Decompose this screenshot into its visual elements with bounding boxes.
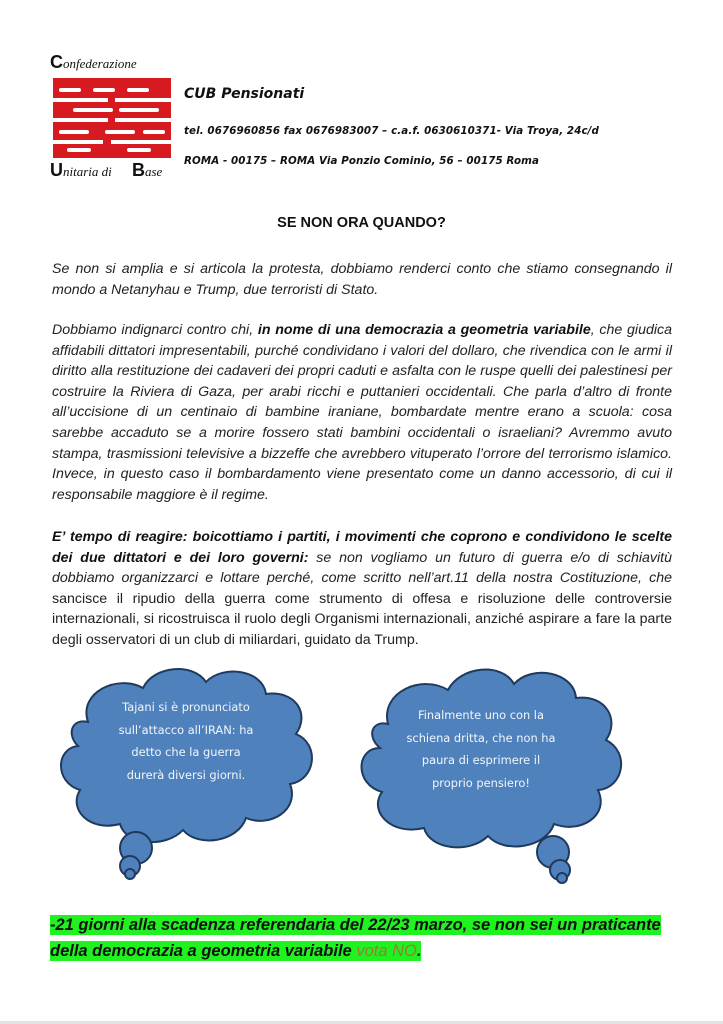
- logo-bottom-cap-u: U: [50, 160, 63, 180]
- logo-stripe: [53, 118, 108, 122]
- org-name: CUB Pensionati: [184, 86, 305, 102]
- cloud-1-text: Tajani si è pronunciato sull’attacco all’IRAN: ha detto che la guerra durerà diversi giorni.: [118, 700, 254, 782]
- logo-stripe: [115, 98, 171, 102]
- paragraph-3-rest: sancisce il ripudio della guerra come strumento di offesa e risoluzione delle controversie internazionali, si ricostruisca il ruolo degli Organismi internazionali, anziché aspirare a fare la parte degli osservatori di un club di miliardari, guidato da Trump.: [52, 590, 672, 648]
- referendum-text: -21 giorni alla scadenza referendaria del 22/23 marzo, se non sei un praticante della democrazia a geometria variabile: [50, 916, 661, 960]
- address-line-1: tel. 0676960856 fax 0676983007 – c.a.f. 0630610371- Via Troya, 24c/d: [184, 125, 599, 137]
- vote-no-text: vota NO: [356, 942, 417, 960]
- paragraph-2: [52, 320, 672, 505]
- logo-stripe: [53, 98, 108, 102]
- logo-stripe: [53, 140, 103, 144]
- paragraph-2-bold: in nome di una democrazia a geometria variabile: [257, 322, 591, 338]
- logo-stripe: [127, 88, 149, 92]
- logo-stripe: [115, 118, 171, 122]
- paragraph-3-bold: E’ tempo di reagire: boicottiamo i partiti, i movimenti che coprono e condividono le scelte dei due dittatori e dei loro governi:: [52, 529, 672, 566]
- logo-stripe: [93, 88, 115, 92]
- paragraph-2-rest: , che giudica affidabili dittatori impresentabili, purché condividano i valori del dollaro, che rivendica con le armi il diritto alla restituzione dei cadaveri dei propri caduti e asfalta con le ruspe quelli dei palestinesi per costruire la Riviera di Gaza, per arabi ricchi e puttanieri occidentali. Che parla d’altro di fronte all’uccisione di un centinaio di bambine iraniane, bombardate mentre erano a scuola: cosa sarebbe accaduto se a morire fossero stati bambini occidentali o israeliani? Avremmo avuto stampa, trasmissioni televisive a bizzeffe che avrebbero vituperato l’orrore del terrorismo islamico. Invece, in questo caso il bombardamento viene presentato come un danno accessorio, di cui il responsabile maggiore è il regime.: [52, 322, 672, 503]
- paragraph-2-start: Dobbiamo indignarci contro chi,: [52, 322, 258, 338]
- paragraph-3: [52, 527, 672, 651]
- referendum-note: [50, 912, 680, 964]
- logo-stripe: [119, 108, 159, 112]
- logo-stripe: [105, 130, 135, 134]
- thought-cloud-2: [348, 652, 638, 892]
- logo-top-word: [50, 52, 137, 73]
- cloud-2-text: Finalmente uno con la schiena dritta, che non ha paura di esprimere il proprio pensiero!: [406, 708, 556, 790]
- logo-stripe: [73, 108, 113, 112]
- thought-cloud-1: [48, 652, 328, 887]
- cub-logo: [50, 52, 175, 182]
- cub-logo-mark: [53, 78, 171, 158]
- logo-top-cap: C: [50, 52, 63, 72]
- logo-bottom-word: [50, 160, 175, 181]
- paragraph-3-italic: se non vogliamo un futuro di guerra e/o di schiavitù dobbiamo organizzarci e lottare perché, come scritto nell’art.11 della nostra Costituzione, che: [52, 549, 672, 587]
- referendum-highlight: [50, 915, 661, 961]
- logo-stripe: [67, 148, 91, 152]
- logo-stripe: [111, 140, 171, 144]
- logo-bottom-rest-u: nitaria di: [63, 164, 112, 179]
- logo-stripe: [143, 130, 165, 134]
- logo-stripe: [127, 148, 151, 152]
- paragraph-1: Se non si amplia e si articola la protesta, dobbiamo renderci conto che stiamo consegnando il mondo a Netanyhau e Trump, due terroristi di Stato.: [52, 261, 672, 298]
- logo-bottom-right: [132, 160, 162, 181]
- logo-stripe: [59, 130, 89, 134]
- cloud-bubble: [557, 873, 567, 883]
- logo-bottom-rest-b: ase: [145, 164, 163, 179]
- cloud-bubble: [125, 869, 135, 879]
- address-line-2: ROMA - 00175 – ROMA Via Ponzio Cominio, 56 – 00175 Roma: [184, 155, 539, 167]
- referendum-end: .: [416, 942, 422, 960]
- page-title: SE NON ORA QUANDO?: [277, 215, 446, 231]
- logo-stripe: [59, 88, 81, 92]
- logo-top-rest: onfederazione: [63, 56, 137, 71]
- logo-bottom-cap-b: B: [132, 160, 145, 180]
